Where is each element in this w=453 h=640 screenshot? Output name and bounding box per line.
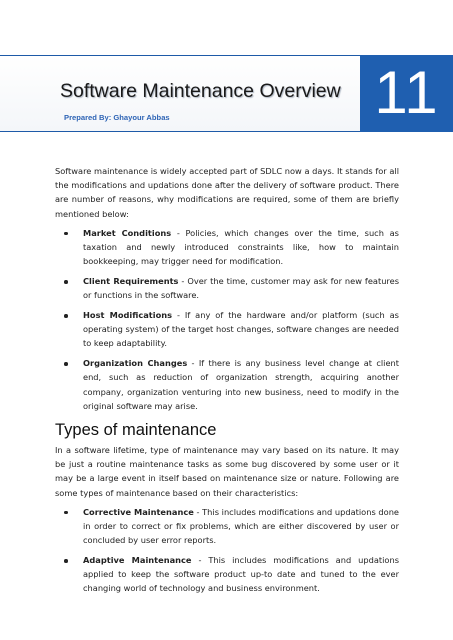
list-item-description: - Over the time, customer may ask for new features or functions in the software. — [83, 276, 400, 301]
bullet-icon — [64, 362, 68, 366]
list-item-term: Client Requirements — [83, 276, 179, 287]
list-item — [55, 274, 399, 302]
author-credit: Prepared By: Ghayour Abbas — [64, 113, 170, 122]
bullet-icon — [64, 232, 68, 236]
bullet-icon — [64, 314, 68, 318]
list-item-term: Adaptive Maintenance — [83, 555, 192, 566]
list-item — [55, 356, 399, 413]
list-item-description: - This includes modifications and updations done in order to correct or fix problems, which are either discovered by user or concluded by user error reports. — [83, 506, 399, 546]
list-item-text — [83, 274, 399, 302]
list-item-text — [83, 505, 399, 548]
section-intro-paragraph: In a software lifetime, type of maintenance may vary based on its nature. It may be just a routine maintenance tasks as some bug discovered by some user or it may be a large event in itself based on maintenance size or nature. Following are some types of maintenance based on their characteristics: — [55, 445, 399, 498]
document-body — [55, 164, 399, 601]
bullet-icon — [64, 280, 68, 284]
list-item — [55, 505, 399, 548]
reasons-list — [55, 226, 399, 413]
chapter-number-box — [360, 55, 453, 132]
list-item-description: - This includes modifications and updations applied to keep the software product up-to date and tuned to the ever changing world of technology and business environment. — [83, 555, 399, 594]
list-item — [55, 308, 399, 351]
list-item-text — [83, 553, 399, 596]
list-item-text — [83, 356, 399, 413]
list-item-term: Host Modifications — [83, 310, 173, 321]
maintenance-types-list — [55, 505, 399, 596]
chapter-number: 11 — [374, 59, 439, 126]
section-heading: Types of maintenance — [55, 421, 217, 440]
bullet-icon — [64, 559, 68, 563]
list-item-text — [83, 308, 399, 351]
list-item-description: - If there is any business level change at client end, such as reduction of organization strength, acquiring another company, organization venturing into new business, need to modify in the original software may arise. — [83, 358, 399, 411]
list-item-description: - Policies, which changes over the time, such as taxation and newly introduced constraints like, how to maintain bookkeeping, may trigger need for modification. — [83, 227, 399, 267]
list-item-term: Organization Changes — [83, 358, 188, 369]
list-item-text — [83, 226, 399, 269]
list-item-term: Corrective Maintenance — [83, 506, 194, 517]
list-item-term: Market Conditions — [83, 227, 172, 238]
intro-paragraph: Software maintenance is widely accepted part of SDLC now a days. It stands for all the modifications and updations done after the delivery of software product. There are number of reasons, why modifications are required, some of them are briefly mentioned below: — [55, 166, 399, 219]
list-item-description: - If any of the hardware and/or platform (such as operating system) of the target host changes, software changes are needed to keep adaptability. — [83, 310, 399, 349]
list-item — [55, 226, 399, 269]
document-title: Software Maintenance Overview — [60, 80, 341, 102]
list-item — [55, 553, 399, 596]
bullet-icon — [64, 511, 68, 515]
